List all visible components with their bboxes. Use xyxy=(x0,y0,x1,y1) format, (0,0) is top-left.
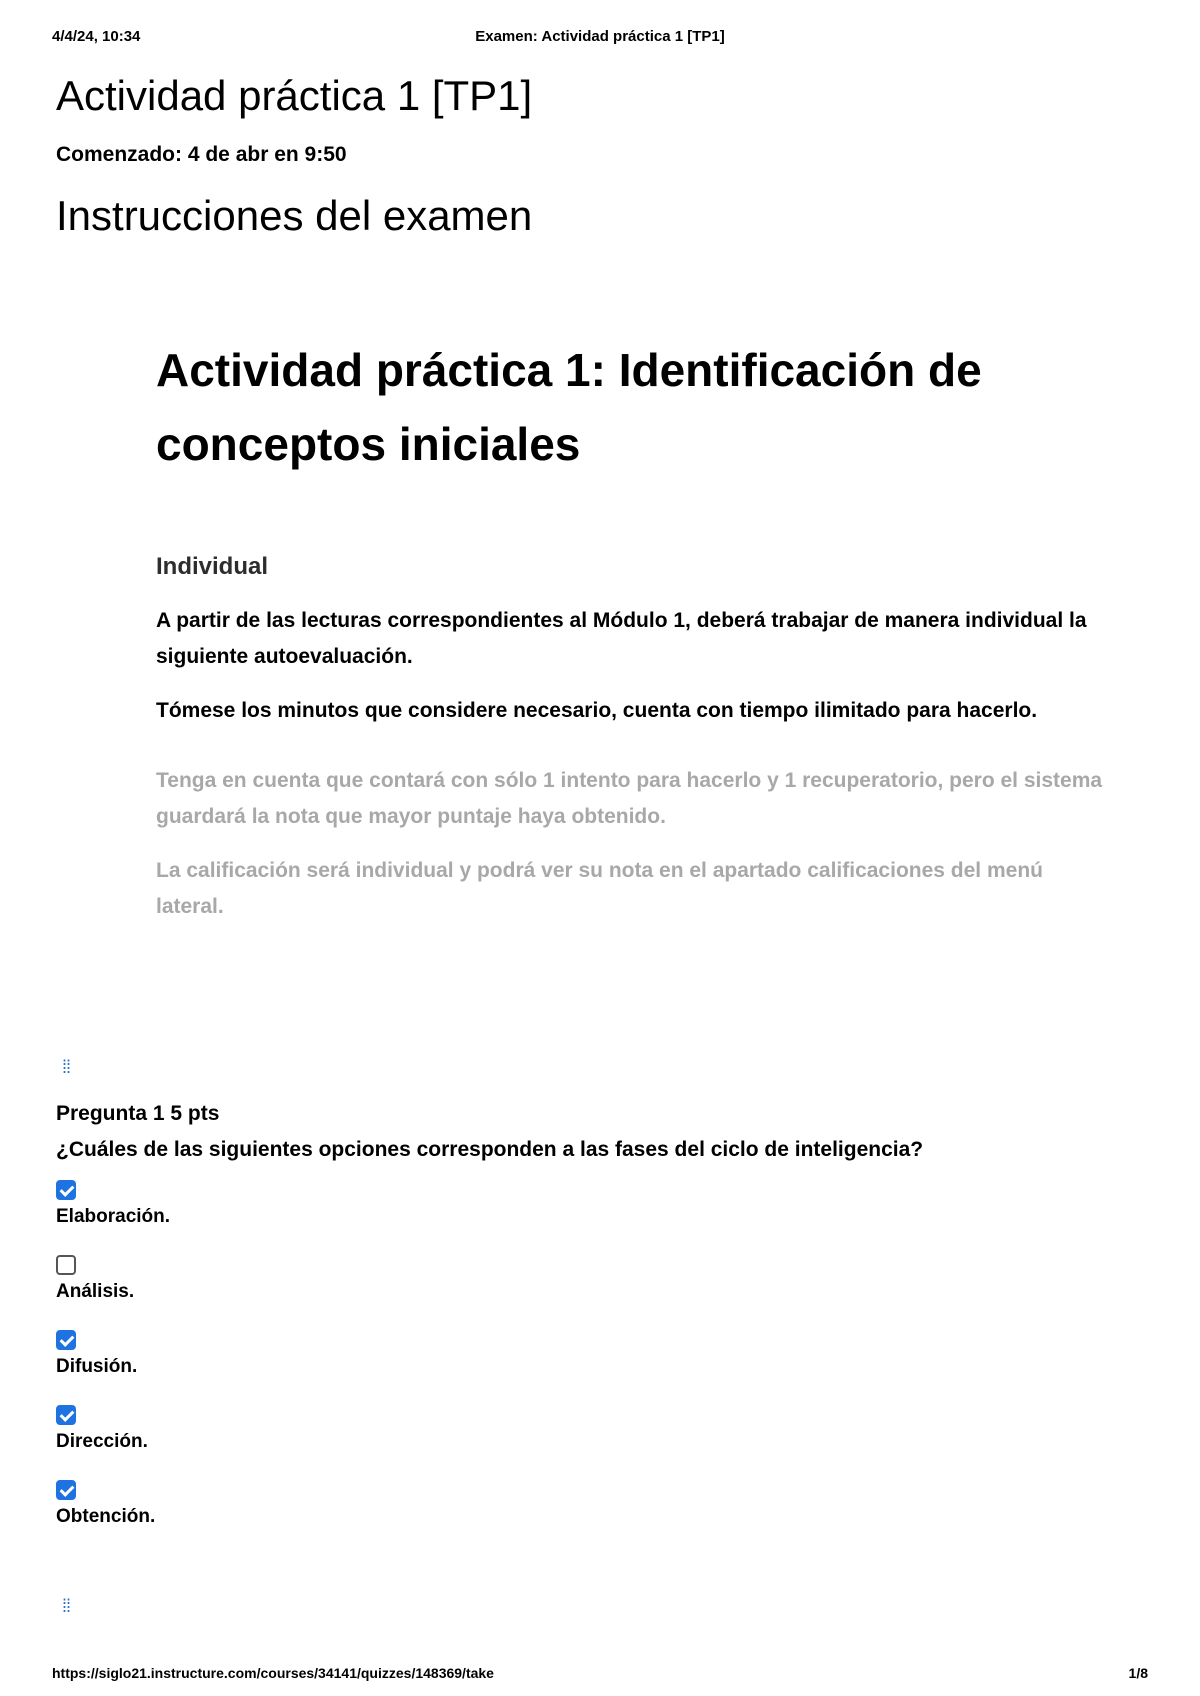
print-date: 4/4/24, 10:34 xyxy=(52,28,141,45)
instructions-title: Instrucciones del examen xyxy=(56,192,533,239)
activity-subheading: Individual xyxy=(156,553,269,580)
answer-option[interactable] xyxy=(56,1180,1146,1228)
answer-option-label: Análisis. xyxy=(56,1281,135,1302)
answer-option-label: Dirección. xyxy=(56,1431,148,1452)
question-header: Pregunta 1 5 pts xyxy=(56,1102,220,1125)
page-number: 1/8 xyxy=(1128,1665,1148,1681)
answer-option-label: Elaboración. xyxy=(56,1206,171,1227)
drag-handle-icon[interactable]: ⁞⁞ xyxy=(62,1596,71,1616)
checkbox-checked[interactable] xyxy=(56,1330,76,1350)
instruction-paragraph-1: A partir de las lecturas correspondientes al Módulo 1, deberá trabajar de manera individual la siguiente autoevaluación. xyxy=(156,609,1087,668)
answer-options xyxy=(56,1180,1146,1528)
started-timestamp: Comenzado: 4 de abr en 9:50 xyxy=(56,143,347,166)
drag-handle-icon[interactable]: ⁞⁞ xyxy=(62,1057,71,1077)
checkbox-unchecked[interactable] xyxy=(56,1255,76,1275)
answer-option[interactable] xyxy=(56,1405,1146,1453)
answer-option-label: Difusión. xyxy=(56,1356,138,1377)
instruction-paragraph-3: Tenga en cuenta que contará con sólo 1 intento para hacerlo y 1 recuperatorio, pero el sistema guardará la nota que mayor puntaje haya obtenido. xyxy=(156,769,1103,828)
print-url: https://siglo21.instructure.com/courses/34141/quizzes/148369/take xyxy=(52,1665,494,1681)
answer-option[interactable] xyxy=(56,1330,1146,1378)
instruction-paragraph-4: La calificación será individual y podrá ver su nota en el apartado calificaciones del menú lateral. xyxy=(156,859,1043,918)
instructions-content xyxy=(156,333,1116,943)
instruction-paragraph-2: Tómese los minutos que considere necesario, cuenta con tiempo ilimitado para hacerlo. xyxy=(156,699,1038,722)
answer-option[interactable] xyxy=(56,1480,1146,1528)
answer-option[interactable] xyxy=(56,1255,1146,1303)
question-text: ¿Cuáles de las siguientes opciones corresponden a las fases del ciclo de inteligencia? xyxy=(56,1138,924,1161)
answer-option-label: Obtención. xyxy=(56,1506,156,1527)
checkbox-checked[interactable] xyxy=(56,1405,76,1425)
print-header xyxy=(52,28,1148,48)
page-title: Actividad práctica 1 [TP1] xyxy=(56,72,533,119)
activity-heading: Actividad práctica 1: Identificación de conceptos iniciales xyxy=(156,344,982,470)
checkbox-checked[interactable] xyxy=(56,1480,76,1500)
print-title: Examen: Actividad práctica 1 [TP1] xyxy=(475,28,725,45)
question-1 xyxy=(56,1102,1146,1555)
checkbox-checked[interactable] xyxy=(56,1180,76,1200)
